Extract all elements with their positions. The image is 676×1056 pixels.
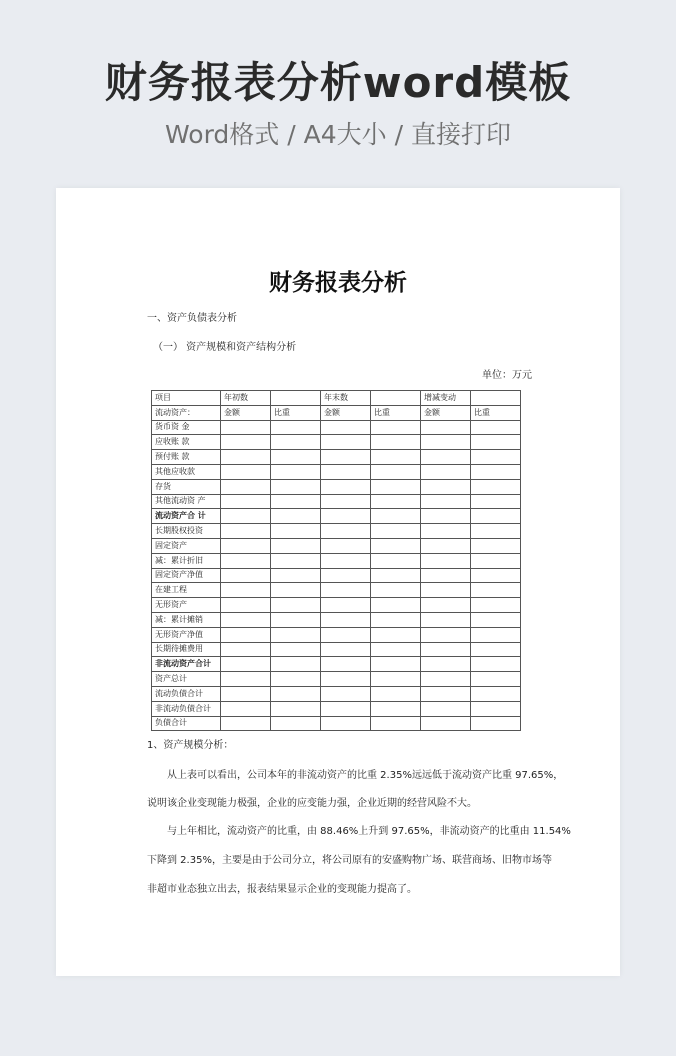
banner-subtitle: Word格式 / A4大小 / 直接打印	[165, 120, 511, 149]
table-cell	[371, 568, 421, 583]
table-row	[152, 672, 521, 687]
table-cell: 年初数	[221, 391, 271, 406]
table-cell	[321, 612, 371, 627]
table-cell: 比重	[271, 405, 321, 420]
table-cell	[271, 538, 321, 553]
table-row	[152, 420, 521, 435]
table-cell	[321, 479, 371, 494]
table-cell	[421, 716, 471, 731]
table-cell	[421, 435, 471, 450]
table-cell	[471, 524, 521, 539]
table-cell: 金额	[421, 405, 471, 420]
table-cell	[271, 464, 321, 479]
table-cell	[271, 657, 321, 672]
row-label-cell: 流动资产：	[152, 405, 221, 420]
table-cell	[471, 642, 521, 657]
table-cell	[371, 657, 421, 672]
table-cell	[321, 435, 371, 450]
document-page	[56, 188, 620, 976]
table-cell	[471, 464, 521, 479]
table-row	[152, 583, 521, 598]
table-cell: 年末数	[321, 391, 371, 406]
table-cell	[471, 391, 521, 406]
table-cell	[421, 509, 471, 524]
table-cell	[471, 583, 521, 598]
table-row	[152, 686, 521, 701]
analysis-paragraph-line: 非超市业态独立出去，报表结果显示企业的变现能力提高了。	[147, 884, 417, 895]
table-cell	[221, 553, 271, 568]
table-row	[152, 568, 521, 583]
row-label-cell: 非流动负债合计	[152, 701, 221, 716]
table-header-row	[152, 391, 521, 406]
table-cell	[371, 420, 421, 435]
table-cell: 金额	[321, 405, 371, 420]
table-cell	[221, 612, 271, 627]
table-cell	[221, 494, 271, 509]
table-cell	[421, 450, 471, 465]
table-cell	[471, 568, 521, 583]
table-cell	[421, 627, 471, 642]
table-cell	[271, 391, 321, 406]
table-cell	[321, 672, 371, 687]
table-cell	[221, 435, 271, 450]
table-cell	[371, 598, 421, 613]
table-cell	[271, 716, 321, 731]
table-cell	[321, 598, 371, 613]
row-label-cell: 存货	[152, 479, 221, 494]
table-cell	[421, 494, 471, 509]
table-row	[152, 598, 521, 613]
table-cell	[321, 716, 371, 731]
analysis-paragraph-line: 从上表可以看出，公司本年的非流动资产的比重 2.35%远远低于流动资产比重 97.65%，	[167, 770, 564, 781]
table-cell	[321, 568, 371, 583]
row-label-cell: 无形资产	[152, 598, 221, 613]
table-cell	[471, 450, 521, 465]
table-cell	[421, 568, 471, 583]
table-cell	[471, 509, 521, 524]
table-cell	[371, 672, 421, 687]
analysis-paragraph-line: 与上年相比，流动资产的比重，由 88.46%上升到 97.65%，非流动资产的比重由 11.54%	[167, 826, 571, 837]
table-cell	[371, 583, 421, 598]
row-label-cell: 长期股权投资	[152, 524, 221, 539]
table-cell	[321, 464, 371, 479]
balance-sheet-table	[151, 390, 521, 731]
table-cell	[271, 524, 321, 539]
table-cell	[471, 686, 521, 701]
table-cell	[371, 686, 421, 701]
table-cell: 比重	[471, 405, 521, 420]
table-cell	[471, 538, 521, 553]
table-cell	[221, 464, 271, 479]
table-cell	[271, 435, 321, 450]
table-cell	[271, 450, 321, 465]
table-cell	[421, 642, 471, 657]
table-cell	[271, 553, 321, 568]
table-cell	[321, 627, 371, 642]
banner-title: 财务报表分析word模板	[104, 58, 572, 107]
analysis-paragraph-line: 说明该企业变现能力极强，企业的应变能力强，企业近期的经营风险不大。	[147, 798, 477, 809]
table-cell	[321, 509, 371, 524]
row-label-cell: 非流动资产合计	[152, 657, 221, 672]
analysis-paragraph-line: 下降到 2.35%，主要是由于公司分立，将公司原有的安盛购物广场、联营商场、旧物市场等	[147, 855, 552, 866]
subsection-heading: （一） 资产规模和资产结构分析	[153, 342, 297, 353]
table-cell	[371, 716, 421, 731]
row-label-cell: 减：累计折旧	[152, 553, 221, 568]
table-row	[152, 657, 521, 672]
document-title: 财务报表分析	[269, 270, 407, 296]
table-cell	[421, 598, 471, 613]
table-cell	[221, 598, 271, 613]
table-cell	[271, 672, 321, 687]
table-cell	[321, 553, 371, 568]
table-cell	[271, 612, 321, 627]
table-cell	[421, 538, 471, 553]
table-cell	[221, 568, 271, 583]
table-cell	[371, 538, 421, 553]
table-cell	[421, 612, 471, 627]
row-label-cell: 流动资产合 计	[152, 509, 221, 524]
table-cell	[371, 391, 421, 406]
table-cell	[371, 627, 421, 642]
table-subheader-row	[152, 405, 521, 420]
table-cell	[271, 420, 321, 435]
table-cell	[221, 627, 271, 642]
table-cell	[221, 583, 271, 598]
table-row	[152, 553, 521, 568]
table-cell	[421, 657, 471, 672]
table-row	[152, 642, 521, 657]
table-cell	[271, 686, 321, 701]
table-cell	[471, 716, 521, 731]
table-cell	[271, 701, 321, 716]
table-cell	[271, 583, 321, 598]
table-cell	[221, 716, 271, 731]
table-cell	[321, 686, 371, 701]
table-cell	[471, 420, 521, 435]
row-label-cell: 固定资产	[152, 538, 221, 553]
row-label-cell: 长期待摊费用	[152, 642, 221, 657]
table-cell	[421, 583, 471, 598]
table-cell	[271, 509, 321, 524]
row-label-cell: 无形资产净值	[152, 627, 221, 642]
table-cell	[471, 701, 521, 716]
table-cell	[271, 479, 321, 494]
table-cell	[321, 583, 371, 598]
table-cell	[271, 494, 321, 509]
row-label-cell: 负债合计	[152, 716, 221, 731]
table-cell	[221, 538, 271, 553]
table-cell	[371, 524, 421, 539]
table-row	[152, 509, 521, 524]
row-label-cell: 流动负债合计	[152, 686, 221, 701]
table-cell	[471, 657, 521, 672]
row-label-cell: 项目	[152, 391, 221, 406]
table-cell	[221, 657, 271, 672]
table-cell	[471, 494, 521, 509]
table-cell	[371, 464, 421, 479]
table-cell	[471, 672, 521, 687]
row-label-cell: 在建工程	[152, 583, 221, 598]
table-cell	[321, 657, 371, 672]
table-cell	[421, 686, 471, 701]
table-cell	[421, 464, 471, 479]
table-cell	[221, 479, 271, 494]
table-cell	[371, 479, 421, 494]
table-row	[152, 494, 521, 509]
table-cell	[221, 450, 271, 465]
section-heading: 一、资产负债表分析	[147, 313, 237, 324]
table-cell	[321, 701, 371, 716]
row-label-cell: 其他流动资 产	[152, 494, 221, 509]
table-cell	[321, 420, 371, 435]
table-cell	[421, 479, 471, 494]
table-cell	[471, 435, 521, 450]
table-cell	[221, 686, 271, 701]
row-label-cell: 应收账 款	[152, 435, 221, 450]
unit-label: 单位：万元	[482, 370, 532, 381]
table-cell	[321, 538, 371, 553]
table-cell	[421, 553, 471, 568]
row-label-cell: 预付账 款	[152, 450, 221, 465]
row-label-cell: 减：累计摊销	[152, 612, 221, 627]
table-cell	[221, 701, 271, 716]
table-cell	[421, 672, 471, 687]
table-cell	[371, 642, 421, 657]
table-cell	[221, 672, 271, 687]
row-label-cell: 资产总计	[152, 672, 221, 687]
table-cell	[371, 553, 421, 568]
table-cell: 增减变动	[421, 391, 471, 406]
row-label-cell: 固定资产净值	[152, 568, 221, 583]
table-cell	[371, 435, 421, 450]
table-cell	[471, 598, 521, 613]
table-row	[152, 479, 521, 494]
table-cell	[421, 701, 471, 716]
table-cell	[271, 598, 321, 613]
table-cell	[371, 701, 421, 716]
table-row	[152, 716, 521, 731]
table-cell	[321, 642, 371, 657]
table-cell	[471, 553, 521, 568]
table-cell: 比重	[371, 405, 421, 420]
table-cell	[221, 524, 271, 539]
table-row	[152, 464, 521, 479]
row-label-cell: 货币资 金	[152, 420, 221, 435]
table-cell	[371, 612, 421, 627]
table-row	[152, 701, 521, 716]
table-cell	[471, 479, 521, 494]
table-row	[152, 435, 521, 450]
table-cell	[371, 509, 421, 524]
table-cell	[321, 524, 371, 539]
table-cell	[221, 642, 271, 657]
table-row	[152, 612, 521, 627]
analysis-heading: 1、资产规模分析：	[147, 740, 234, 751]
table-row	[152, 627, 521, 642]
table-cell	[221, 509, 271, 524]
table-cell	[221, 420, 271, 435]
table-cell	[421, 420, 471, 435]
table-cell	[271, 568, 321, 583]
table-cell: 金额	[221, 405, 271, 420]
table-cell	[471, 612, 521, 627]
table-row	[152, 450, 521, 465]
table-cell	[321, 450, 371, 465]
table-row	[152, 538, 521, 553]
table-cell	[471, 627, 521, 642]
table-cell	[271, 627, 321, 642]
table-cell	[321, 494, 371, 509]
table-cell	[371, 450, 421, 465]
row-label-cell: 其他应收款	[152, 464, 221, 479]
table-cell	[371, 494, 421, 509]
table-row	[152, 524, 521, 539]
table-cell	[271, 642, 321, 657]
table-cell	[421, 524, 471, 539]
